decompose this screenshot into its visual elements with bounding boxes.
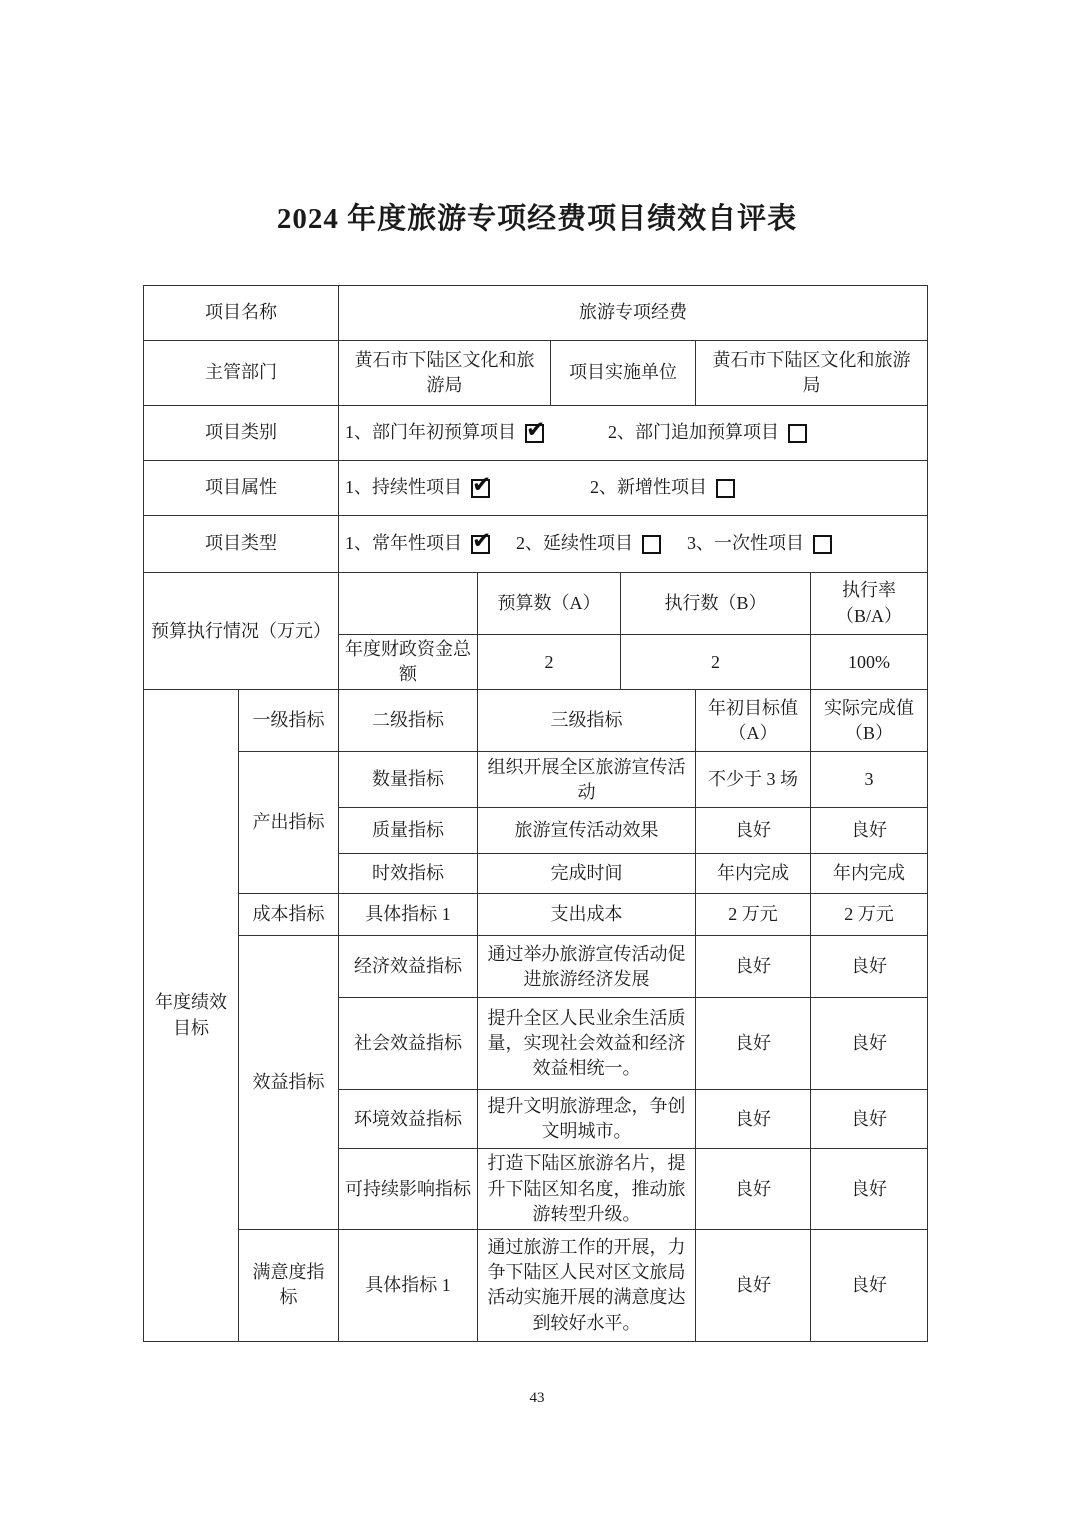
indicator-target: 良好 [696, 1229, 811, 1341]
rate-value: 100% [811, 635, 928, 690]
rate-col-header: 执行率（B/A） [811, 573, 928, 635]
table-row [144, 936, 928, 998]
indicator-actual: 年内完成 [811, 854, 928, 894]
indicator-target: 良好 [696, 808, 811, 854]
indicator-actual: 良好 [811, 936, 928, 998]
project-name-value: 旅游专项经费 [339, 286, 928, 341]
header-level3: 三级指标 [478, 690, 696, 752]
table-row [144, 573, 928, 635]
page-title: 2024 年度旅游专项经费项目绩效自评表 [276, 203, 798, 235]
indicator-level3: 提升文明旅游理念，争创文明城市。 [478, 1090, 696, 1149]
indicator-level3: 通过旅游工作的开展，力争下陆区人民对区文旅局活动实施开展的满意度达到较好水平。 [478, 1229, 696, 1341]
indicator-level2: 经济效益指标 [339, 936, 478, 998]
indicator-actual: 2 万元 [811, 894, 928, 936]
indicator-level3: 通过举办旅游宣传活动促进旅游经济发展 [478, 936, 696, 998]
option-item [345, 475, 490, 500]
indicator-level1: 产出指标 [239, 752, 339, 894]
indicator-actual: 3 [811, 752, 928, 808]
indicator-target: 不少于 3 场 [696, 752, 811, 808]
indicator-level1: 成本指标 [239, 894, 339, 936]
option-item [345, 420, 544, 445]
project-name-label: 项目名称 [144, 286, 339, 341]
header-actual: 实际完成值（B） [811, 690, 928, 752]
table-row [144, 516, 928, 573]
option-label: 2、部门追加预算项目 [608, 422, 779, 443]
budget-empty-cell [339, 573, 478, 635]
exec-value: 2 [621, 635, 811, 690]
impl-unit-value: 黄石市下陆区文化和旅游局 [696, 341, 928, 406]
option-item [516, 531, 661, 556]
header-target: 年初目标值（A） [696, 690, 811, 752]
indicator-actual: 良好 [811, 1149, 928, 1230]
indicator-level2: 质量指标 [339, 808, 478, 854]
option-item [608, 420, 807, 445]
checkbox-icon [642, 535, 661, 554]
budget-section-label: 预算执行情况（万元） [144, 573, 339, 690]
budget-value: 2 [478, 635, 621, 690]
indicator-target: 2 万元 [696, 894, 811, 936]
indicator-level2: 数量指标 [339, 752, 478, 808]
type-label: 项目类型 [144, 516, 339, 573]
header-level1: 一级指标 [239, 690, 339, 752]
checkbox-icon [471, 535, 490, 554]
budget-col-header: 预算数（A） [478, 573, 621, 635]
indicator-actual: 良好 [811, 1090, 928, 1149]
checkbox-icon [716, 479, 735, 498]
option-item [687, 531, 832, 556]
indicator-level3: 组织开展全区旅游宣传活动 [478, 752, 696, 808]
indicator-target: 年内完成 [696, 854, 811, 894]
option-label: 1、部门年初预算项目 [345, 422, 516, 443]
dept-label: 主管部门 [144, 341, 339, 406]
indicator-level3: 打造下陆区旅游名片，提升下陆区知名度，推动旅游转型升级。 [478, 1149, 696, 1230]
indicator-level3: 旅游宣传活动效果 [478, 808, 696, 854]
dept-value: 黄石市下陆区文化和旅游局 [339, 341, 551, 406]
indicator-actual: 良好 [811, 998, 928, 1090]
indicator-target: 良好 [696, 936, 811, 998]
indicator-target: 良好 [696, 998, 811, 1090]
table-row [144, 341, 928, 406]
table-row [144, 1229, 928, 1341]
table-row [144, 894, 928, 936]
option-label: 2、新增性项目 [590, 477, 707, 498]
checkbox-icon [471, 479, 490, 498]
indicator-level2: 时效指标 [339, 854, 478, 894]
exec-col-header: 执行数（B） [621, 573, 811, 635]
budget-total-label: 年度财政资金总额 [339, 635, 478, 690]
option-item [590, 475, 735, 500]
attribute-label: 项目属性 [144, 461, 339, 516]
attribute-options [339, 461, 928, 516]
indicator-target: 良好 [696, 1149, 811, 1230]
indicator-target: 良好 [696, 1090, 811, 1149]
option-label: 3、一次性项目 [687, 533, 804, 554]
category-options [339, 406, 928, 461]
option-label: 1、持续性项目 [345, 477, 462, 498]
type-options [339, 516, 928, 573]
indicator-level2: 具体指标 1 [339, 1229, 478, 1341]
header-level2: 二级指标 [339, 690, 478, 752]
indicator-level1: 效益指标 [239, 936, 339, 1230]
impl-unit-label: 项目实施单位 [551, 341, 696, 406]
indicator-level1: 满意度指标 [239, 1229, 339, 1341]
table-row [144, 406, 928, 461]
indicator-level2: 社会效益指标 [339, 998, 478, 1090]
performance-section-label: 年度绩效目标 [144, 690, 239, 1342]
checkbox-icon [813, 535, 832, 554]
table-row [144, 461, 928, 516]
indicator-level2: 可持续影响指标 [339, 1149, 478, 1230]
table-row [144, 286, 928, 341]
category-label: 项目类别 [144, 406, 339, 461]
table-row [144, 690, 928, 752]
indicator-level3: 提升全区人民业余生活质量，实现社会效益和经济效益相统一。 [478, 998, 696, 1090]
page-number: 43 [529, 1390, 545, 1406]
indicator-level2: 具体指标 1 [339, 894, 478, 936]
checkbox-icon [525, 424, 544, 443]
indicator-actual: 良好 [811, 808, 928, 854]
option-item [345, 531, 490, 556]
indicator-level3: 支出成本 [478, 894, 696, 936]
indicator-actual: 良好 [811, 1229, 928, 1341]
option-label: 1、常年性项目 [345, 533, 462, 554]
table-row [144, 752, 928, 808]
self-evaluation-table [143, 285, 928, 1342]
indicator-level2: 环境效益指标 [339, 1090, 478, 1149]
checkbox-icon [788, 424, 807, 443]
option-label: 2、延续性项目 [516, 533, 633, 554]
indicator-level3: 完成时间 [478, 854, 696, 894]
